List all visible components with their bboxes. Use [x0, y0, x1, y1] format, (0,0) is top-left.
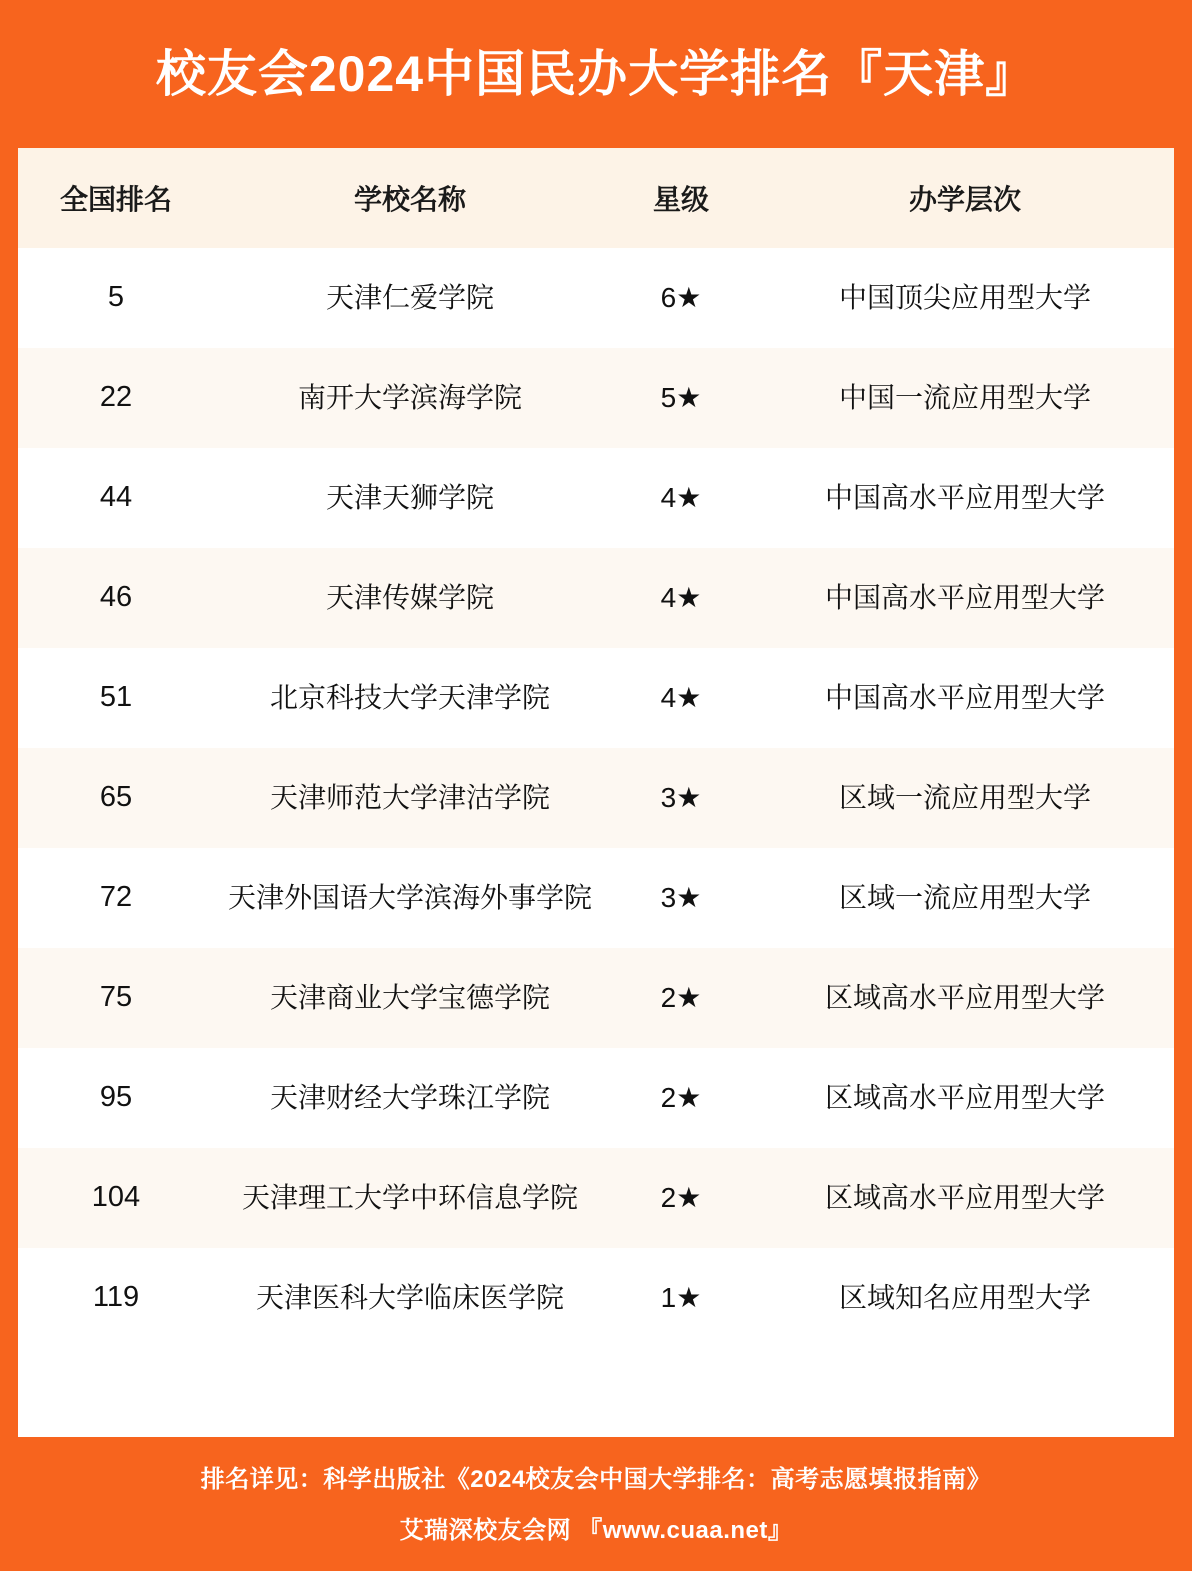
table-row: [18, 448, 1174, 548]
table-header-row: [18, 148, 1174, 248]
cell-rank: 44: [99, 481, 133, 514]
table-header: [18, 148, 1174, 248]
cell-school-name: 北京科技大学天津学院: [269, 681, 550, 713]
page-footer: [0, 1437, 1192, 1571]
cell-star-rating: 4★: [660, 681, 702, 713]
cell-star-rating: 2★: [660, 1081, 702, 1113]
cell-school-name: 南开大学滨海学院: [297, 381, 522, 413]
table-row: [18, 648, 1174, 748]
cell-star-rating: 6★: [660, 281, 702, 313]
cell-rank: 95: [99, 1081, 133, 1114]
cell-level: 中国高水平应用型大学: [824, 481, 1105, 513]
cell-school-name: 天津医科大学临床医学院: [255, 1281, 564, 1313]
cell-star-rating: 1★: [660, 1281, 702, 1313]
ranking-table-container: [18, 148, 1174, 1437]
page-title: 校友会2024中国民办大学排名『天津』: [155, 45, 1037, 102]
table-row: [18, 1048, 1174, 1148]
cell-star-rating: 3★: [660, 881, 702, 913]
footer-source-note: 排名详见：科学出版社《2024校友会中国大学排名：高考志愿填报指南》: [200, 1466, 992, 1493]
footer-website: 艾瑞深校友会网 『www.cuaa.net』: [399, 1517, 793, 1544]
table-row: [18, 248, 1174, 348]
table-row: [18, 848, 1174, 948]
cell-level: 区域高水平应用型大学: [824, 1181, 1105, 1213]
cell-level: 区域一流应用型大学: [838, 881, 1091, 913]
cell-school-name: 天津天狮学院: [325, 481, 494, 513]
cell-star-rating: 3★: [660, 781, 702, 813]
cell-rank: 46: [99, 581, 133, 614]
cell-level: 中国高水平应用型大学: [824, 681, 1105, 713]
cell-school-name: 天津财经大学珠江学院: [269, 1081, 550, 1113]
column-header-name: 学校名称: [353, 184, 466, 215]
column-header-star: 星级: [652, 184, 709, 215]
table-row: [18, 748, 1174, 848]
cell-rank: 75: [99, 981, 133, 1014]
cell-school-name: 天津理工大学中环信息学院: [241, 1181, 578, 1213]
cell-school-name: 天津外国语大学滨海外事学院: [227, 881, 592, 913]
cell-rank: 5: [107, 281, 125, 314]
cell-school-name: 天津师范大学津沽学院: [269, 781, 550, 813]
cell-rank: 22: [99, 381, 133, 414]
cell-school-name: 天津传媒学院: [325, 581, 494, 613]
cell-star-rating: 4★: [660, 481, 702, 513]
table-row: [18, 348, 1174, 448]
cell-level: 中国一流应用型大学: [838, 381, 1091, 413]
cell-rank: 65: [99, 781, 133, 814]
column-header-level: 办学层次: [908, 184, 1021, 215]
cell-level: 区域高水平应用型大学: [824, 1081, 1105, 1113]
table-row: [18, 1148, 1174, 1248]
cell-rank: 72: [99, 881, 133, 914]
ranking-table: [18, 148, 1174, 1348]
table-row: [18, 548, 1174, 648]
table-row: [18, 1248, 1174, 1348]
cell-level: 区域知名应用型大学: [838, 1281, 1091, 1313]
cell-level: 区域一流应用型大学: [838, 781, 1091, 813]
table-row: [18, 948, 1174, 1048]
cell-star-rating: 2★: [660, 1181, 702, 1213]
cell-level: 中国高水平应用型大学: [824, 581, 1105, 613]
table-body: [18, 248, 1174, 1348]
cell-star-rating: 5★: [660, 381, 702, 413]
page-header: [0, 0, 1192, 148]
cell-rank: 51: [99, 681, 133, 714]
cell-star-rating: 2★: [660, 981, 702, 1013]
cell-level: 区域高水平应用型大学: [824, 981, 1105, 1013]
cell-star-rating: 4★: [660, 581, 702, 613]
cell-level: 中国顶尖应用型大学: [838, 281, 1091, 313]
cell-school-name: 天津仁爱学院: [325, 281, 494, 313]
column-header-rank: 全国排名: [59, 184, 172, 215]
cell-rank: 119: [92, 1281, 140, 1314]
cell-rank: 104: [91, 1181, 141, 1214]
cell-school-name: 天津商业大学宝德学院: [269, 981, 550, 1013]
